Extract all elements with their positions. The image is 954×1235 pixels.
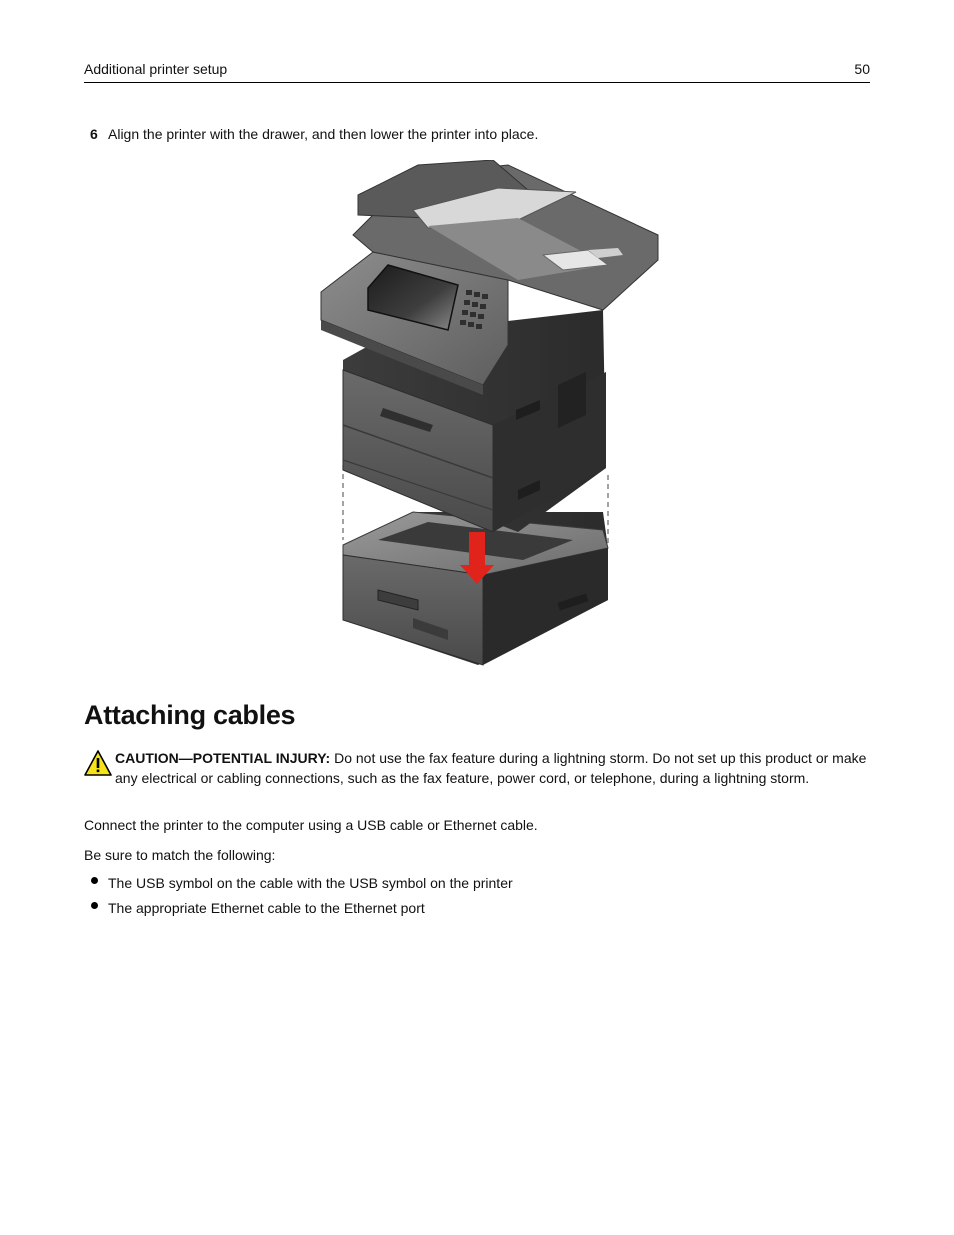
page-number: 50 [854, 61, 870, 77]
printer-drawer-illustration [318, 160, 662, 668]
caution-notice [84, 748, 870, 788]
header-title: Additional printer setup [84, 61, 228, 77]
bullet-icon [91, 902, 98, 909]
connect-paragraph: Connect the printer to the computer using a USB cable or Ethernet cable. [84, 817, 538, 833]
page-header [84, 60, 870, 83]
caution-text: Do not use the fax feature during a lightning storm. Do not set up this product or make any electrical or cabling connections, such as the fax feature, power cord, or telephone, during a lightning storm. [115, 750, 867, 786]
step-text: Align the printer with the drawer, and then lower the printer into place. [108, 126, 539, 142]
step-6 [90, 126, 538, 142]
bullet-icon [91, 877, 98, 884]
match-intro: Be sure to match the following: [84, 847, 276, 863]
list-item-text: The appropriate Ethernet cable to the Ethernet port [108, 900, 425, 916]
list-item-text: The USB symbol on the cable with the USB symbol on the printer [108, 875, 513, 891]
warning-triangle-icon [84, 750, 112, 776]
step-number: 6 [90, 126, 98, 142]
section-title: Attaching cables [84, 700, 296, 730]
caution-label: CAUTION—POTENTIAL INJURY: [115, 750, 331, 766]
match-list [84, 873, 513, 923]
list-item [84, 873, 513, 898]
list-item [84, 898, 513, 923]
